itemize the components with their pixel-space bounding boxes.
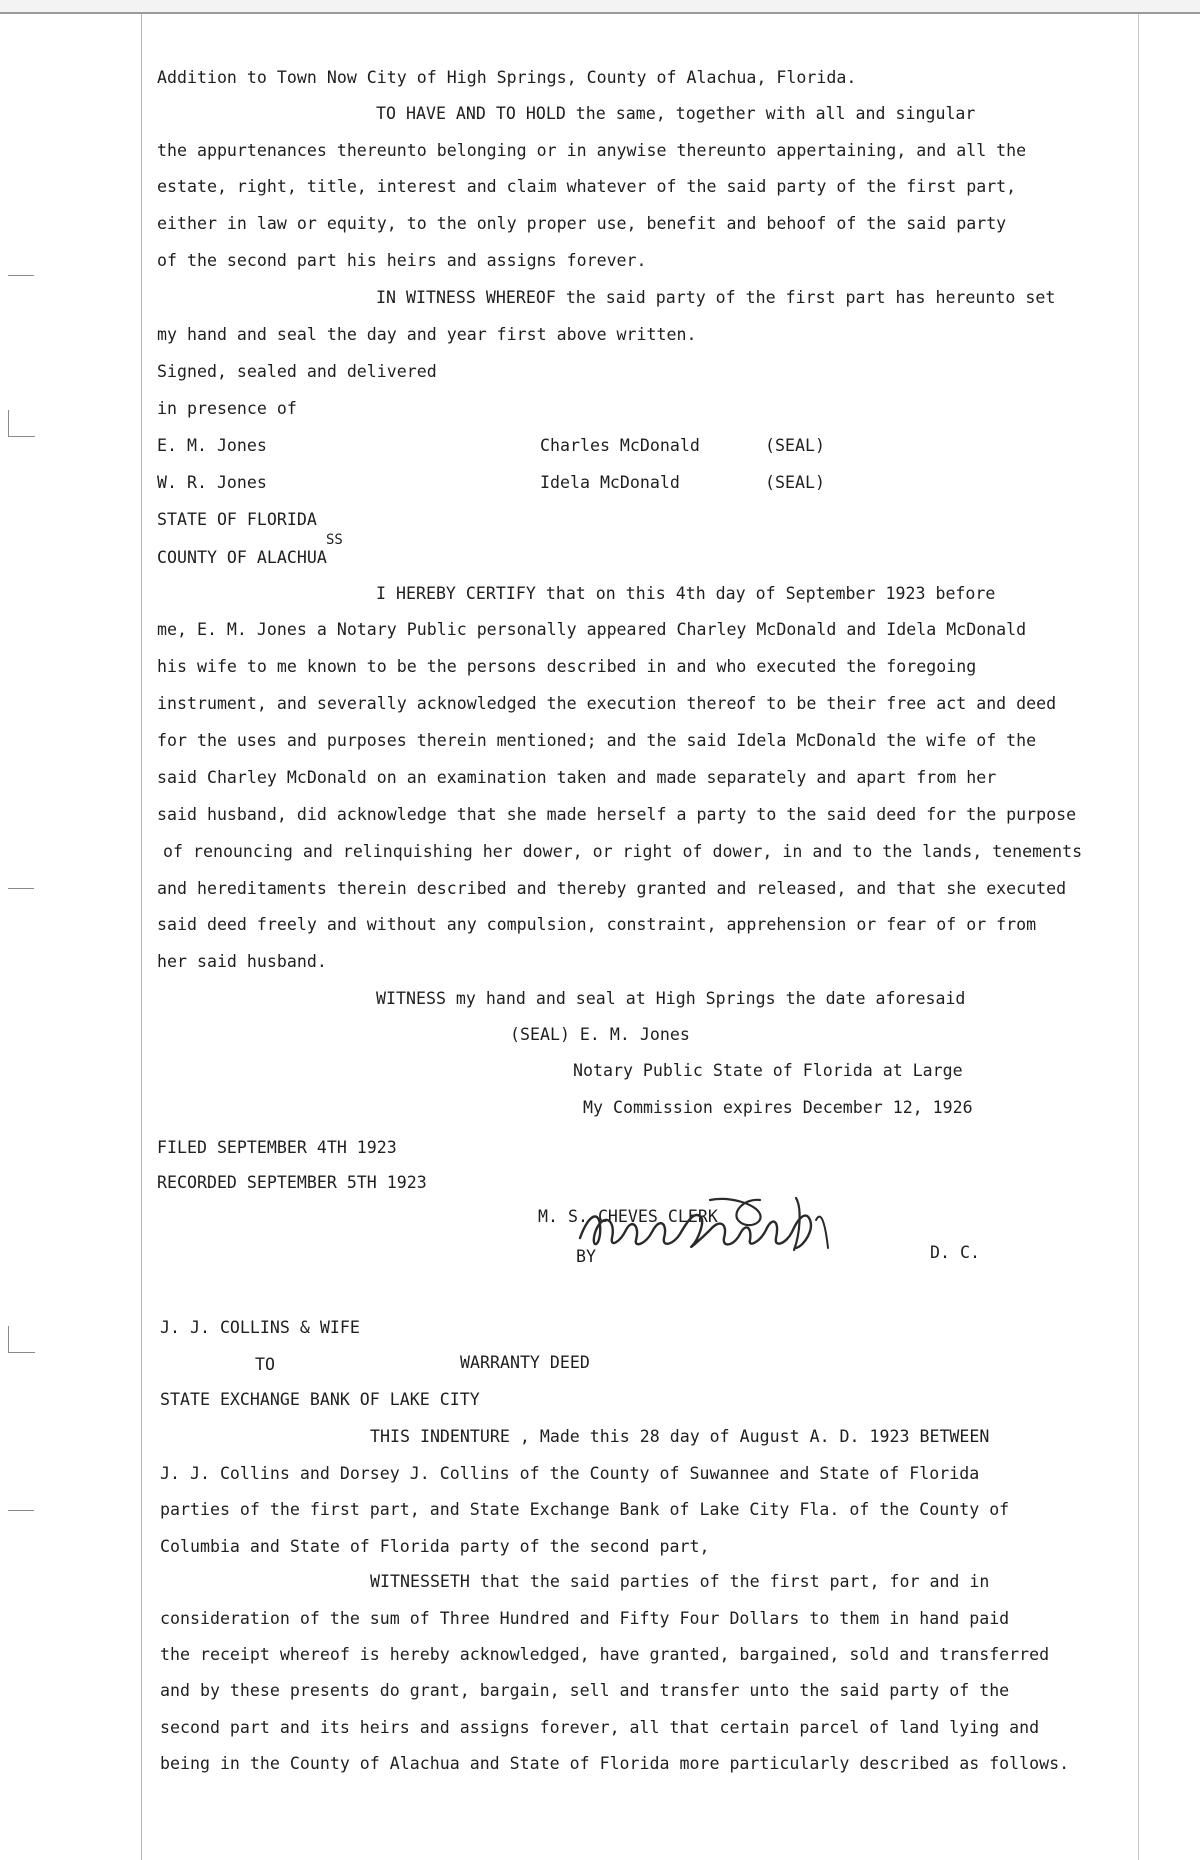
left-margin-rule: [141, 14, 142, 1860]
signer-name: Charles McDonald: [540, 436, 700, 455]
certificate-line: said deed freely and without any compulsion, constraint, apprehension or fear of or from: [157, 915, 1037, 934]
notary-witness: WITNESS my hand and seal at High Springs the date aforesaid: [376, 989, 966, 1008]
text-line: my hand and seal the day and year first above written.: [157, 325, 697, 344]
certificate-line: his wife to me known to be the persons described in and who executed the foregoing: [157, 657, 977, 676]
notary-commission: My Commission expires December 12, 1926: [583, 1098, 973, 1117]
binding-tick: [8, 275, 34, 276]
deed-line: WITNESSETH that the said parties of the first part, for and in: [370, 1572, 990, 1591]
text-line: estate, right, title, interest and claim whatever of the said party of the first part,: [157, 177, 1017, 196]
certificate-line: instrument, and severally acknowledged the execution thereof to be their free act and deed: [157, 694, 1057, 713]
deed-to: TO: [255, 1355, 275, 1374]
handwritten-signature-icon: [560, 1190, 860, 1260]
recorded-date: RECORDED SEPTEMBER 5TH 1923: [157, 1173, 427, 1192]
certificate-line: said husband, did acknowledge that she made herself a party to the said deed for the purpose: [157, 805, 1077, 824]
certificate-line: I HEREBY CERTIFY that on this 4th day of September 1923 before: [376, 584, 996, 603]
witness-name: E. M. Jones: [157, 436, 267, 455]
clerk-name: M. S. CHEVES CLERK: [538, 1207, 718, 1226]
deed-line: being in the County of Alachua and State of Florida more particularly described as follows.: [160, 1754, 1070, 1773]
deed-line: J. J. Collins and Dorsey J. Collins of the County of Suwannee and State of Florida: [160, 1464, 980, 1483]
text-line: TO HAVE AND TO HOLD the same, together with all and singular: [376, 104, 976, 123]
notary-signature: (SEAL) E. M. Jones: [510, 1025, 690, 1044]
certificate-line: for the uses and purposes therein mentioned; and the said Idela McDonald the wife of the: [157, 731, 1037, 750]
deed-line: second part and its heirs and assigns forever, all that certain parcel of land lying and: [160, 1718, 1040, 1737]
binding-mark: [8, 410, 35, 437]
deputy-clerk: D. C.: [930, 1243, 980, 1262]
signer-name: Idela McDonald: [540, 473, 680, 492]
deed-line: parties of the first part, and State Exchange Bank of Lake City Fla. of the County of: [160, 1500, 1010, 1519]
deed-line: Columbia and State of Florida party of the second part,: [160, 1537, 710, 1556]
binding-tick: [8, 888, 34, 889]
certificate-line: me, E. M. Jones a Notary Public personally appeared Charley McDonald and Idela McDonald: [157, 620, 1027, 639]
certificate-line: said Charley McDonald on an examination taken and made separately and apart from her: [157, 768, 997, 787]
certificate-line: her said husband.: [157, 952, 327, 971]
text-line: in presence of: [157, 399, 297, 418]
text-line: Addition to Town Now City of High Springs, County of Alachua, Florida.: [157, 68, 857, 87]
binding-mark: [8, 1326, 35, 1353]
text-line: of the second part his heirs and assigns forever.: [157, 251, 647, 270]
text-line: the appurtenances thereunto belonging or in anywise thereunto appertaining, and all the: [157, 141, 1027, 160]
certificate-line: and hereditaments therein described and thereby granted and released, and that she executed: [157, 879, 1067, 898]
witness-name: W. R. Jones: [157, 473, 267, 492]
seal-label: (SEAL): [765, 436, 825, 455]
text-line: Signed, sealed and delivered: [157, 362, 437, 381]
deed-type: WARRANTY DEED: [460, 1353, 590, 1372]
certificate-line: of renouncing and relinquishing her dower, or right of dower, in and to the lands, tenements: [163, 842, 1083, 861]
notary-title: Notary Public State of Florida at Large: [573, 1061, 963, 1080]
right-margin-rule: [1138, 14, 1139, 1860]
county-line: COUNTY OF ALACHUA: [157, 548, 327, 567]
seal-label: (SEAL): [765, 473, 825, 492]
binding-tick: [8, 1510, 34, 1511]
deed-line: and by these presents do grant, bargain, sell and transfer unto the said party of the: [160, 1681, 1010, 1700]
deed-line: the receipt whereof is hereby acknowledged, have granted, bargained, sold and transferred: [160, 1645, 1050, 1664]
clerk-by: BY: [576, 1247, 596, 1266]
text-line: either in law or equity, to the only proper use, benefit and behoof of the said party: [157, 214, 1007, 233]
deed-line: THIS INDENTURE , Made this 28 day of August A. D. 1923 BETWEEN: [370, 1427, 990, 1446]
state-line: STATE OF FLORIDA: [157, 510, 317, 529]
deed-line: consideration of the sum of Three Hundred and Fifty Four Dollars to them in hand paid: [160, 1609, 1010, 1628]
filed-date: FILED SEPTEMBER 4TH 1923: [157, 1138, 397, 1157]
deed-grantor: J. J. COLLINS & WIFE: [160, 1318, 360, 1337]
page-top-edge: [0, 0, 1200, 14]
ss-mark: SS: [326, 532, 343, 548]
deed-grantee: STATE EXCHANGE BANK OF LAKE CITY: [160, 1390, 480, 1409]
text-line: IN WITNESS WHEREOF the said party of the first part has hereunto set: [376, 288, 1056, 307]
